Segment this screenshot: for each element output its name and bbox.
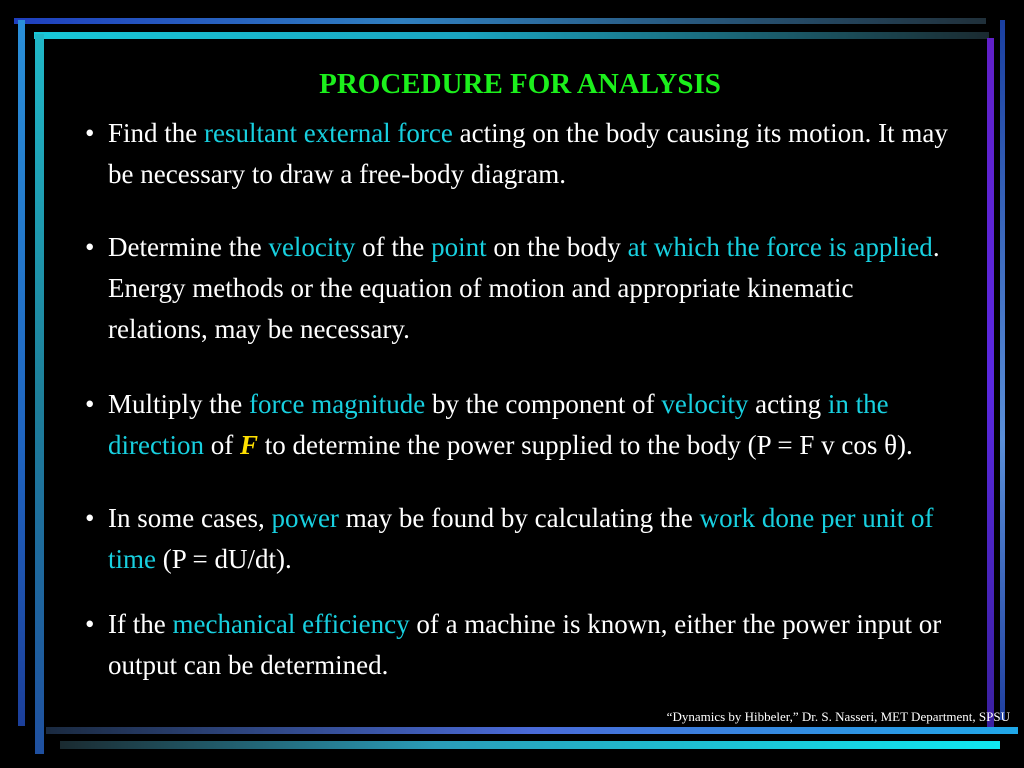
frame-bar-left bbox=[18, 20, 25, 726]
bullet-item bbox=[85, 113, 955, 195]
highlighted-term: mechanical efficiency bbox=[172, 609, 410, 639]
highlighted-term: velocity bbox=[661, 389, 749, 419]
text-segment: . Energy methods or the equation of motion and appropriate kinematic relations, may be necessary. bbox=[108, 232, 940, 344]
highlighted-term: resultant external force bbox=[204, 118, 453, 148]
bullet-marker: • bbox=[85, 389, 95, 419]
bullet-marker: • bbox=[85, 232, 95, 262]
text-segment: of a machine is known, either the power input or output can be determined. bbox=[108, 609, 942, 680]
text-segment: acting on the body causing its motion. It may be necessary to draw a free-body diagram. bbox=[108, 118, 948, 189]
bullet-marker: • bbox=[85, 609, 95, 639]
force-symbol: F bbox=[239, 430, 258, 460]
text-segment: In some cases, bbox=[108, 503, 272, 533]
bullet-text bbox=[108, 232, 940, 344]
text-segment: of bbox=[203, 430, 240, 460]
highlighted-term: point bbox=[431, 232, 487, 262]
slide-title: PROCEDURE FOR ANALYSIS bbox=[319, 68, 721, 100]
text-segment: to determine the power supplied to the body (P = F v cos θ). bbox=[257, 430, 913, 460]
frame-bar-bottom-inner bbox=[46, 727, 1018, 734]
bullet-item bbox=[85, 604, 955, 686]
text-segment: acting bbox=[748, 389, 828, 419]
frame-bar-left-inner bbox=[35, 34, 44, 754]
frame-bar-right bbox=[1000, 20, 1005, 720]
text-segment: of the bbox=[355, 232, 432, 262]
text-segment: by the component of bbox=[425, 389, 662, 419]
bullet-marker: • bbox=[85, 118, 95, 148]
frame-bar-bottom bbox=[60, 741, 1000, 749]
bullet-list bbox=[85, 113, 955, 686]
bullet-item bbox=[85, 498, 955, 580]
bullet-text bbox=[108, 389, 913, 460]
bullet-marker: • bbox=[85, 503, 95, 533]
frame-bar-top bbox=[14, 18, 986, 24]
bullet-item bbox=[85, 227, 955, 350]
text-segment: If the bbox=[108, 609, 173, 639]
footer-citation: “Dynamics by Hibbeler,” Dr. S. Nasseri, MET Department, SPSU bbox=[666, 709, 1010, 724]
highlighted-term: work done per unit of time bbox=[108, 503, 934, 574]
text-segment: Find the bbox=[108, 118, 205, 148]
highlighted-term: velocity bbox=[268, 232, 356, 262]
bullet-text bbox=[108, 609, 941, 680]
text-segment: Multiply the bbox=[108, 389, 249, 419]
frame-bar-right-inner bbox=[987, 38, 994, 728]
bullet-item bbox=[85, 384, 955, 466]
highlighted-term: force magnitude bbox=[249, 389, 426, 419]
bullet-text bbox=[108, 118, 948, 189]
highlighted-term: at which the force is applied bbox=[627, 232, 933, 262]
text-segment: (P = dU/dt). bbox=[156, 544, 292, 574]
frame-bar-top-inner bbox=[34, 32, 989, 39]
text-segment: on the body bbox=[486, 232, 628, 262]
highlighted-term: power bbox=[271, 503, 339, 533]
text-segment: Determine the bbox=[108, 232, 269, 262]
bullet-text bbox=[108, 503, 934, 574]
highlighted-term: in the direction bbox=[108, 389, 889, 460]
text-segment: may be found by calculating the bbox=[338, 503, 700, 533]
